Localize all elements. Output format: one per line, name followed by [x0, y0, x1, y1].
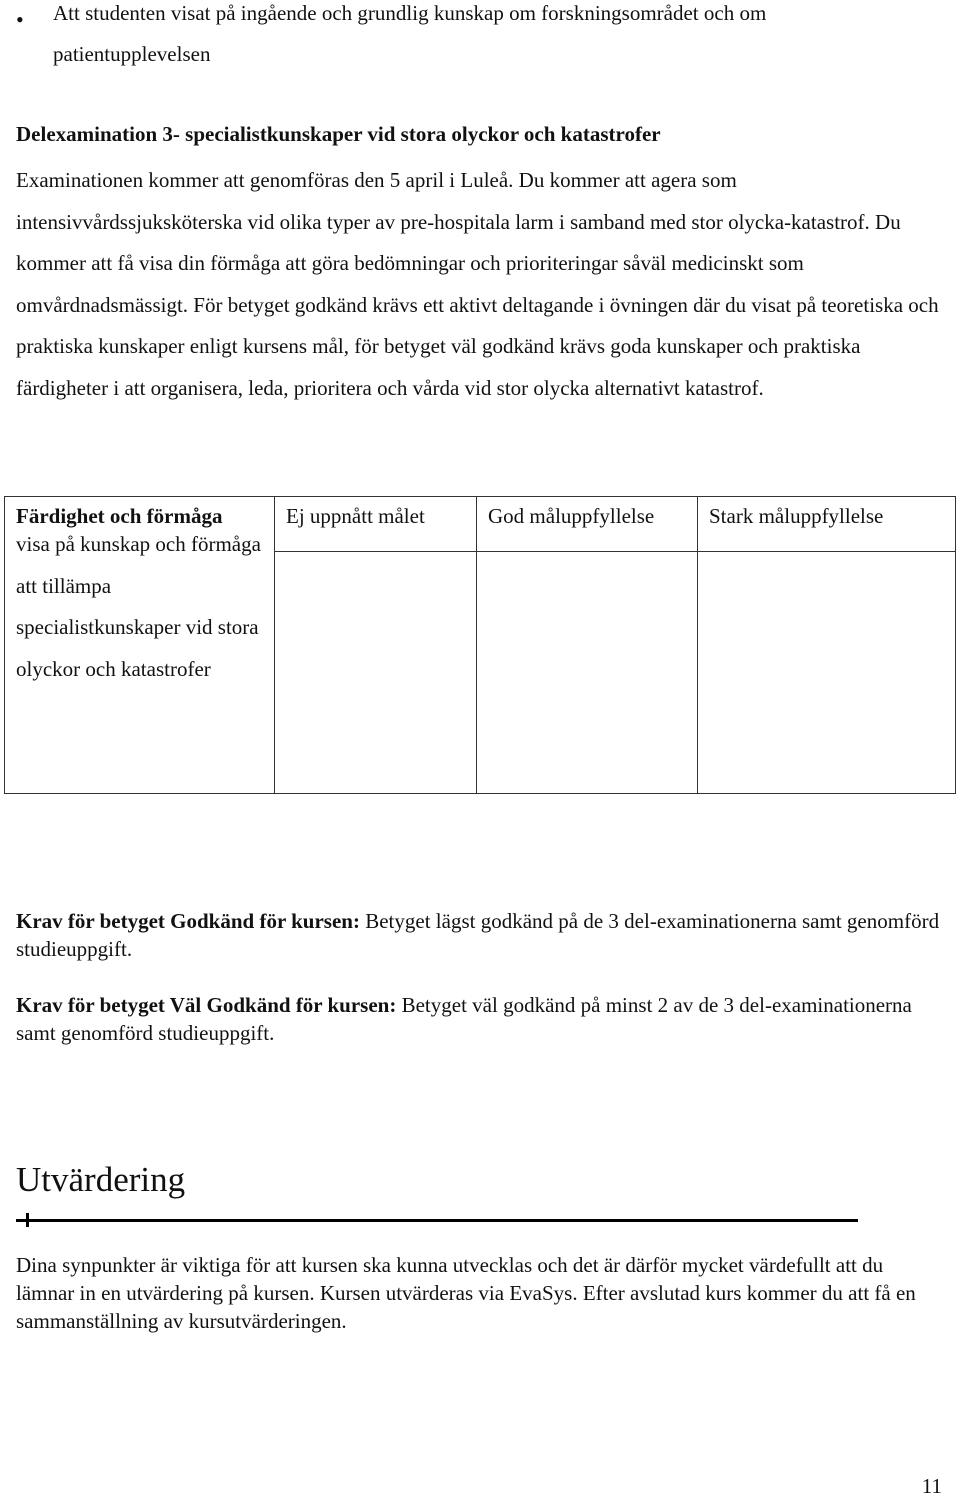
heading-rule — [16, 1219, 858, 1222]
table-col-strong — [698, 497, 955, 793]
bullet-text: Att studenten visat på ingående och grundlig kunskap om forskningsområdet och om patientupplevelsen — [53, 1, 767, 66]
evaluation-body: Dina synpunkter är viktiga för att kursen ska kunna utvecklas och det är därför mycket värdefullt att du lämnar in en utvärdering på kursen. Kursen utvärderas via EvaSys. Efter avslutad kurs kommer du att få en sammanställning av kursutvärderingen. — [16, 1253, 916, 1333]
requirement-pass-label: Krav för betyget Godkänd för kursen: — [16, 909, 360, 933]
requirement-distinction-label: Krav för betyget Väl Godkänd för kursen: — [16, 993, 397, 1017]
skill-description: visa på kunskap och förmåga att tillämpa specialistkunskaper vid stora olyckor och katastrofer — [16, 532, 261, 681]
page-number: 11 — [921, 1474, 942, 1498]
requirement-distinction-text: Betyget väl godkänd på minst 2 av de 3 del-examinationerna samt genomförd studieuppgift. — [16, 993, 912, 1045]
header-strong: Stark måluppfyllelse — [709, 504, 884, 528]
evaluation-title: Utvärdering — [16, 1160, 186, 1199]
table-header-cell — [275, 497, 476, 552]
header-not-met: Ej uppnått målet — [286, 504, 425, 528]
header-good: God måluppfyllelse — [488, 504, 655, 528]
assessment-table — [4, 496, 956, 794]
bullet-dot-icon: • — [16, 7, 24, 32]
section-body: Examinationen kommer att genomföras den 5 april i Luleå. Du kommer att agera som intensivvårdssjuksköterska vid olika typer av pre-hospitala larm i samband med stor olycka-katastrof. Du kommer att få visa din förmåga att göra bedömningar och prioriteringar såväl medicinskt som omvårdnadsmässigt. För betyget godkänd krävs ett aktivt deltagande i övningen där du visat på teoretiska och praktiska kunskaper enligt kursens mål, för betyget väl godkänd krävs goda kunskaper och praktiska färdigheter i att organisera, leda, prioritera och vårda vid stor olycka alternativt katastrof. — [16, 168, 939, 400]
table-col-not-met — [275, 497, 477, 793]
table-col-skill — [5, 497, 275, 793]
table-col-good — [477, 497, 698, 793]
requirement-pass-text: Betyget lägst godkänd på de 3 del-examinationerna samt genomförd studieuppgift. — [16, 909, 940, 961]
requirement-distinction — [16, 991, 946, 1047]
table-header-cell — [698, 497, 955, 552]
table-header-cell — [477, 497, 697, 552]
requirement-pass — [16, 907, 946, 963]
skill-title: Färdighet och förmåga — [16, 504, 223, 528]
section-heading: Delexamination 3- specialistkunskaper vid stora olyckor och katastrofer — [16, 122, 661, 146]
